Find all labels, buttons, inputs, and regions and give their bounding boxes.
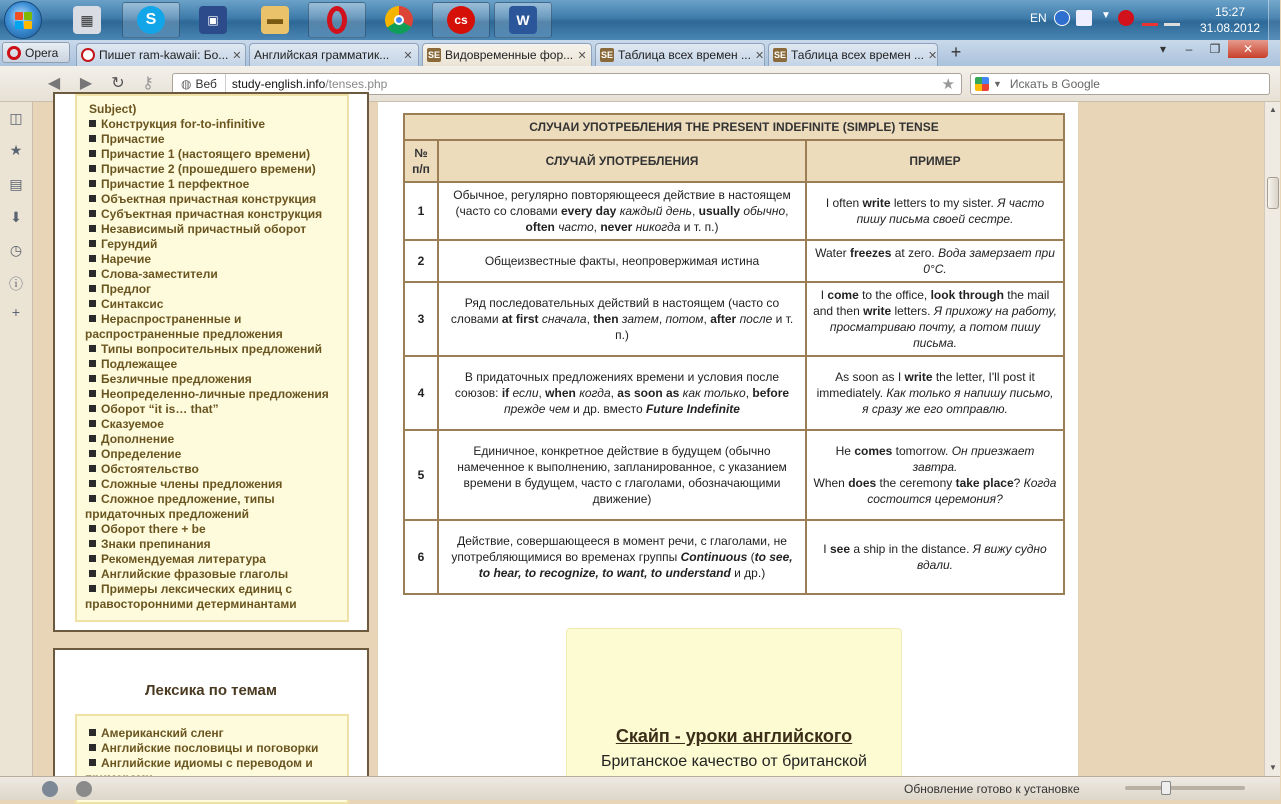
ad-subtitle: Британское качество от британской [601,753,867,770]
history-icon[interactable]: ◷ [9,242,23,258]
right-column [1078,102,1264,776]
row-example: I often write letters to my sister. Я часто пишу письма своей сестре. [806,182,1064,240]
grammar-menu-item[interactable]: Знаки препинания [85,537,339,552]
col-header-number: № п/п [404,140,438,182]
tab-list-icon[interactable]: ▾ [1159,42,1167,56]
word-icon: W [509,6,537,34]
google-icon [975,77,989,91]
tab-title: Пишет ram-kawaii: Бо... [99,48,229,62]
tab-title: Видовременные фор... [445,48,574,62]
lexis-menu-item[interactable]: Английские пословицы и поговорки [85,741,339,756]
table-caption: СЛУЧАИ УПОТРЕБЛЕНИЯ THE PRESENT INDEFINITE (SIMPLE) TENSE [404,114,1064,140]
search-engine-dropdown-icon[interactable]: ▼ [993,79,1002,89]
clock-date: 31.08.2012 [1200,21,1261,35]
tab-4[interactable] [595,43,765,66]
row-case: В придаточных предложениях времени и условия после союзов: if если, when когда, as soon as как только, before прежде чем и др. вместо Future Indefinite [438,356,806,430]
opera-tray-icon[interactable] [1118,10,1134,26]
volume-icon[interactable] [1164,10,1180,26]
grammar-menu-item[interactable]: Синтаксис [85,297,339,312]
restore-icon[interactable]: ❐ [1209,42,1221,56]
grammar-menu-item[interactable]: Причастие [85,132,339,147]
status-bar [0,776,1280,800]
grammar-menu-item[interactable]: Определение [85,447,339,462]
zoom-slider[interactable] [1125,786,1245,790]
grammar-menu-item[interactable]: Оборот there + be [85,522,339,537]
window-controls [1150,40,1268,60]
row-example: As soon as I write the letter, I'll post it immediately. Как только я напишу письмо, я сразу же его отправлю. [806,356,1064,430]
tab-1[interactable] [76,43,246,66]
windows-flag-icon [15,12,33,30]
row-number: 4 [404,356,438,430]
row-number: 6 [404,520,438,594]
tense-usage-table [403,113,1065,595]
row-example: I come to the office, look through the mail and then write letters. Я прихожу на работу, просматриваю почту, а потом пишу письма. [806,282,1064,356]
grammar-menu-item-cont[interactable]: придаточных предложений [85,507,249,521]
notes-icon[interactable]: ▤ [9,176,23,192]
opera-side-panel [0,102,33,776]
info-icon[interactable]: ⓘ [9,276,23,292]
taskbar-opera[interactable] [308,2,366,38]
language-indicator[interactable]: EN [1030,11,1047,25]
row-case: Ряд последовательных действий в настоящем (часто со словами at first сначала, then затем, потом, after после и т. п.) [438,282,806,356]
new-tab-button[interactable]: + [950,42,962,62]
clock-time: 15:27 [1214,5,1246,19]
row-example: I see a ship in the distance. Я вижу судно вдали. [806,520,1064,594]
scroll-thumb[interactable] [1267,177,1279,209]
tray-expand-icon[interactable]: ▼ [1101,10,1111,21]
lastfm-icon: cs [447,6,475,34]
opera-unite-icon[interactable] [42,781,58,797]
taskbar-word[interactable] [494,2,552,38]
table-row [404,240,1064,282]
taskbar-chrome[interactable] [370,2,428,38]
close-tab-icon[interactable]: ✕ [403,49,413,62]
lexis-menu-item[interactable]: Английские идиомы с переводом и [85,756,339,771]
opera-logo-icon [7,46,21,60]
main-content [378,102,1078,776]
table-row [404,520,1064,594]
grammar-menu-item[interactable]: Нераспространенные и [85,312,339,327]
taskbar-lastfm[interactable] [432,2,490,38]
row-case: Единичное, конкретное действие в будущем (обычно намеченное к выполнению, запланированное, с указанием времени в будущем, часто с глаголами, обозначающими движение) [438,430,806,520]
row-case: Обычное, регулярно повторяющееся действие в настоящем (часто со словами every day каждый день, usually обычно, often часто, never никогда и т. п.) [438,182,806,240]
skype-lessons-ad[interactable] [566,628,902,788]
tab-title: Таблица всех времен ... [618,48,751,62]
tab-bar [0,40,1280,66]
grammar-menu-item[interactable]: Слова-заместители [85,267,339,282]
zoom-slider-knob[interactable] [1161,781,1171,795]
grammar-menu-item[interactable]: Сказуемое [85,417,339,432]
page-viewport [33,102,1264,776]
grammar-menu-item[interactable]: Английские фразовые глаголы [85,567,339,582]
windows-taskbar [0,0,1280,40]
close-tab-icon[interactable]: ✕ [754,49,765,62]
grammar-menu-item[interactable]: Subject) [89,102,137,116]
url-path: /tenses.php [325,77,388,91]
grammar-menu-item[interactable]: Рекомендуемая литература [85,552,339,567]
taskbar-explorer[interactable] [246,2,304,38]
tab-title: Английская грамматик... [254,48,390,62]
tab-title: Таблица всех времен ... [791,48,924,62]
row-number: 3 [404,282,438,356]
grammar-menu-item[interactable]: Герундий [85,237,339,252]
grammar-menu-item[interactable]: Независимый причастный оборот [85,222,339,237]
grammar-menu-item[interactable]: Сложные члены предложения [85,477,339,492]
site-favicon-icon: SE [773,50,786,60]
site-favicon-icon: SE [600,50,613,60]
taskbar-save-app[interactable] [184,2,242,38]
grammar-menu-item[interactable]: Подлежащее [85,357,339,372]
grammar-menu-item[interactable]: Примеры лексических единиц с [85,582,339,597]
scroll-down-icon[interactable]: ▼ [1269,763,1277,772]
downloads-icon[interactable]: ⬇ [10,209,22,225]
opera-menu-button[interactable] [2,42,70,63]
grammar-menu-item[interactable]: Дополнение [85,432,339,447]
grammar-menu-item[interactable]: Причастие 2 (прошедшего времени) [85,162,339,177]
globe-icon: ◍ [181,77,192,91]
speed-dial-icon[interactable]: ◫ [9,110,23,126]
grammar-menu-list [75,94,349,622]
web-badge[interactable] [173,74,226,94]
grammar-menu-box [53,92,369,632]
reload-icon[interactable]: ↻ [111,75,125,92]
grammar-menu-item[interactable]: Конструкция for-to-infinitive [85,117,339,132]
lexis-title: Лексика по темам [145,682,277,699]
grammar-menu-item[interactable]: Типы вопросительных предложений [85,342,339,357]
livejournal-icon [81,48,95,62]
grammar-menu-item[interactable]: Сложное предложение, типы [85,492,339,507]
ad-title-link[interactable]: Скайп - уроки английского [615,726,853,746]
close-tab-icon[interactable]: ✕ [232,49,242,62]
col-header-example: ПРИМЕР [806,140,1064,182]
row-example: He comes tomorrow. Он приезжает завтра. When does the ceremony take place? Когда состоится церемония? [806,430,1064,520]
grammar-menu-item-cont[interactable]: распространенные предложения [85,327,283,341]
grammar-menu-item[interactable]: Причастие 1 (настоящего времени) [85,147,339,162]
grammar-menu-item[interactable]: Обстоятельство [85,462,339,477]
grammar-menu-item[interactable]: Наречие [85,252,339,267]
speed-icon[interactable] [76,781,92,797]
floppy-icon: ▣ [199,6,227,34]
close-window-icon[interactable]: ✕ [1228,40,1268,58]
row-example: Water freezes at zero. Вода замерзает при 0°С. [806,240,1064,282]
minimize-icon[interactable]: – [1185,42,1193,56]
row-number: 2 [404,240,438,282]
add-panel-icon[interactable]: + [11,304,21,320]
status-text: Обновление готово к установке [904,782,1080,796]
close-tab-icon[interactable]: ✕ [927,49,938,62]
table-row [404,430,1064,520]
start-button[interactable] [4,1,42,39]
site-favicon-icon: SE [427,50,440,60]
clock[interactable] [1200,4,1260,36]
grammar-menu-item[interactable]: Неопределенно-личные предложения [85,387,339,402]
grammar-menu-item[interactable]: Субъектная причастная конструкция [85,207,339,222]
scroll-up-icon[interactable]: ▲ [1269,105,1277,114]
page-scrollbar[interactable] [1264,102,1280,776]
row-case: Общеизвестные факты, неопровержимая истина [438,240,806,282]
bookmarks-icon[interactable]: ★ [9,142,23,158]
grammar-menu-item[interactable]: Безличные предложения [85,372,339,387]
chrome-icon [385,6,413,34]
table-row [404,356,1064,430]
bookmark-star-icon[interactable]: ★ [941,76,955,93]
folder-icon: ▬ [261,6,289,34]
grammar-menu-item-cont[interactable]: правосторонними детерминантами [85,597,297,611]
forward-icon[interactable]: ▶ [79,75,93,92]
opera-menu-label: Opera [25,45,59,60]
tab-3-active[interactable] [422,43,592,66]
grammar-menu-item[interactable]: Объектная причастная конструкция [85,192,339,207]
tab-5[interactable] [768,43,938,66]
keyboard-icon[interactable] [1076,10,1092,26]
grammar-menu-item[interactable]: Причастие 1 перфектное [85,177,339,192]
row-case: Действие, совершающееся в момент речи, с глаголами, не употребляющимися во временах группы Continuous (to see, to hear, to recognize, to want, to understand и др.) [438,520,806,594]
search-field[interactable] [970,73,1270,95]
network-icon[interactable] [1142,10,1158,26]
show-desktop-button[interactable] [1268,0,1280,40]
key-icon[interactable]: ⚷ [142,75,154,92]
row-number: 5 [404,430,438,520]
col-header-case: СЛУЧАЙ УПОТРЕБЛЕНИЯ [438,140,806,182]
help-icon[interactable] [1054,10,1070,26]
table-row [404,282,1064,356]
back-icon[interactable]: ◀ [47,75,61,92]
grammar-menu-item[interactable]: Предлог [85,282,339,297]
tab-2[interactable] [249,43,419,66]
calculator-icon: ▦ [73,6,101,34]
table-row [404,182,1064,240]
taskbar-calculator[interactable] [58,2,116,38]
row-number: 1 [404,182,438,240]
taskbar-skype[interactable] [122,2,180,38]
search-placeholder: Искать в Google [1009,77,1100,91]
lexis-menu-item[interactable]: Американский сленг [85,726,339,741]
skype-icon: S [137,6,165,34]
close-tab-icon[interactable]: ✕ [577,49,587,62]
opera-icon [323,6,351,34]
url-host: study-english.info [231,77,326,91]
web-label: Веб [195,77,217,91]
grammar-menu-item[interactable]: Оборот “it is… that” [85,402,339,417]
